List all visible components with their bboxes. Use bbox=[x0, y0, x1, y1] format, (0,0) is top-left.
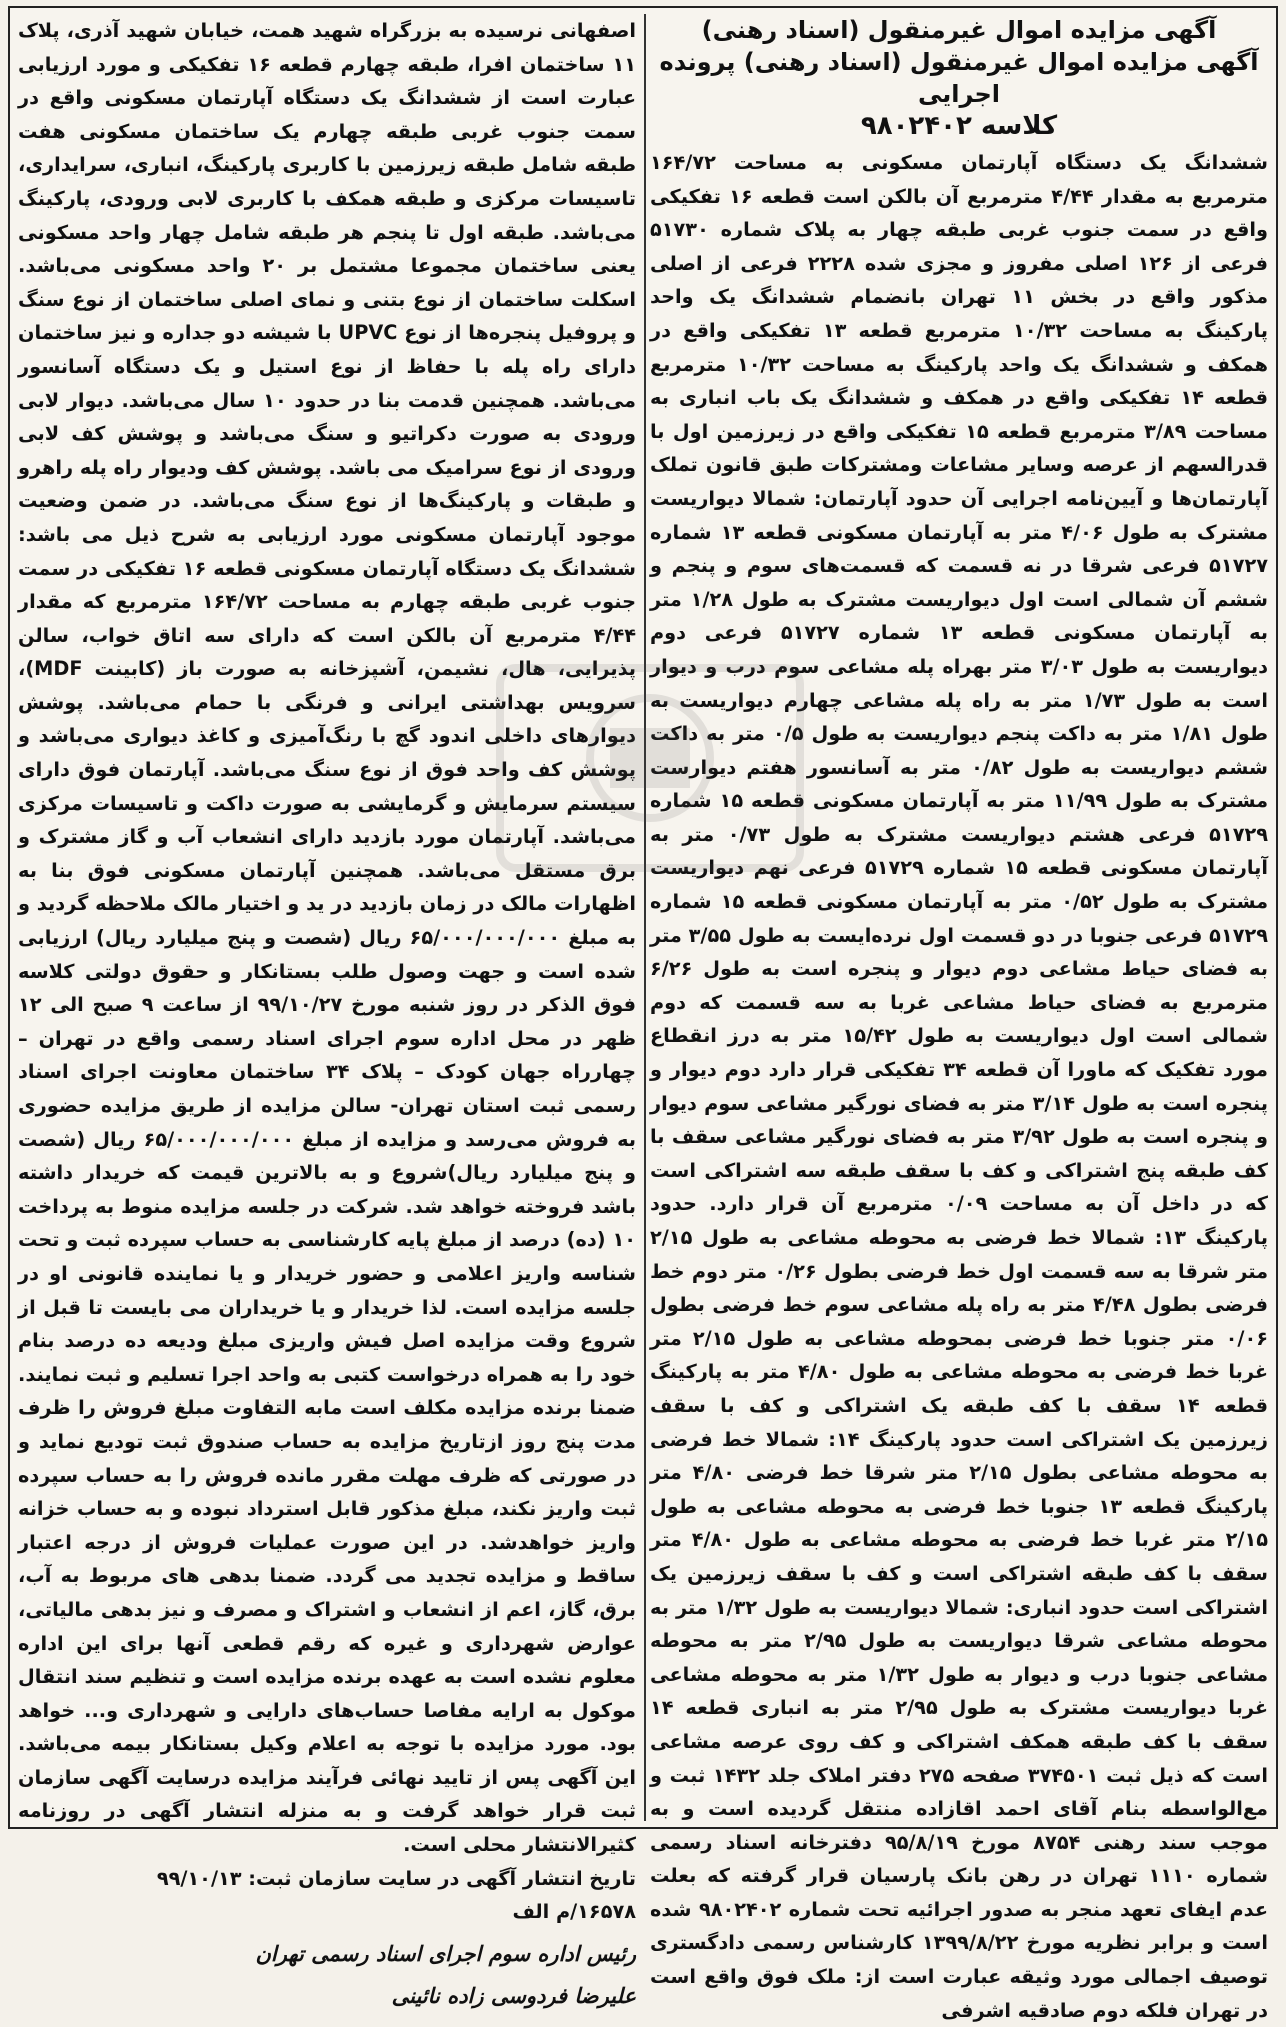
publish-date: تاریخ انتشار آگهی در سایت سازمان ثبت: ۹۹/۱۰/۱۳ bbox=[156, 1866, 636, 1890]
left-column bbox=[18, 14, 637, 2008]
signer-title: رئیس اداره سوم اجرای اسناد رسمی تهران bbox=[255, 1941, 636, 1966]
property-description-text: ششدانگ یک دستگاه آپارتمان مسکونی به مساحت ۱۶۴/۷۲ مترمربع به مقدار ۴/۴۴ مترمربع آن بالکن است قطعه ۱۶ تفکیکی واقع در سمت جنوب غربی طبقه چهار به پلاک شماره ۵۱۷۳۰ فرعی از ۱۲۶ اصلی مفروز و مجزی شده ۲۲۲۸ فرعی از اصلی مذکور واقع در بخش ۱۱ تهران بانضمام ششدانگ یک واحد پارکینگ به مساحت ۱۰/۳۲ مترمربع قطعه ۱۳ تفکیکی واقع در همکف و ششدانگ یک واحد پارکینگ به مساحت ۱۰/۳۲ مترمربع قطعه ۱۴ تفکیکی واقع در همکف و ششدانگ یک باب انباری به مساحت ۳/۸۹ مترمربع قطعه ۱۵ تفکیکی واقع در زیرزمین اول با قدرالسهم از عرصه وسایر مشاعات ومشترکات طبق قانون تملک آپارتمان‌ها و آیین‌نامه اجرایی آن حدود آپارتمان: شمالا دیواریست مشترک به طول ۴/۰۶ متر به آپارتمان مسکونی قطعه ۱۳ شماره ۵۱۷۲۷ فرعی شرقا در نه قسمت که قسمت‌های سوم و پنجم و ششم آن شمالی است اول دیواریست مشترک به طول ۱/۲۸ متر به آپارتمان مسکونی قطعه ۱۳ شماره ۵۱۷۲۷ فرعی دوم دیواریست به طول ۳/۰۳ متر بهراه پله مشاعی سوم درب و دیوار است به طول ۱/۷۳ متر به راه پله مشاعی چهارم دیواریست به طول ۱/۸۱ متر به داکت پنجم دیواریست به طول ۰/۵ متر به داکت ششم دیواریست به طول ۰/۸۲ متر به آسانسور هفتم دیوارست مشترک به طول ۱۱/۹۹ متر به آپارتمان مسکونی قطعه ۱۵ شماره ۵۱۷۲۹ فرعی هشتم دیواریست مشترک به طول ۰/۷۳ متر به آپارتمان مسکونی قطعه ۱۵ شماره ۵۱۷۲۹ فرعی نهم دیواریست مشترک به طول ۰/۵۲ متر به آپارتمان مسکونی قطعه ۱۵ شماره ۵۱۷۲۹ فرعی جنوبا در دو قسمت اول نرده‌ایست به طول ۳/۵۵ متر به فضای حیاط مشاعی دوم دیوار و پنجره است به طول ۶/۲۶ مترمربع به فضای حیاط مشاعی غربا به سه قسمت که دوم شمالی است اول دیواریست به طول ۱۵/۴۲ متر به درز انقطاع مورد تفکیک که ماورا آن قطعه ۳۴ تفکیکی قرار دارد دوم دیوار و پنجره است به طول ۳/۱۴ متر به فضای نورگیر مشاعی سوم دیوار و پنجره است به طول ۳/۹۲ متر به فضای نورگیر مشاعی سقف با کف طبقه پنج اشتراکی و کف با سقف طبقه سه اشتراکی است که در داخل آن به مساحت ۰/۰۹ مترمربع آن قرار دارد. حدود پارکینگ ۱۳: شمالا خط فرضی به محوطه مشاعی به طول ۲/۱۵ متر شرقا به سه قسمت اول خط فرضی بطول ۰/۲۶ متر دوم خط فرضی بطول ۴/۴۸ متر به راه پله مشاعی سوم خط فرضی بطول ۰/۰۶ متر جنوبا خط فرضی بمحوطه مشاعی به طول ۲/۱۵ متر غربا خط فرضی به محوطه مشاعی به طول ۴/۸۰ متر به پارکینگ قطعه ۱۴ سقف با کف طبقه یک اشتراکی و کف با سقف زیرزمین یک اشتراکی است حدود پارکینگ ۱۴: شمالا خط فرضی به محوطه مشاعی بطول ۲/۱۵ متر شرقا خط فرضی ۴/۸۰ متر پارکینگ قطعه ۱۳ جنوبا خط فرضی به محوطه مشاعی به طول ۲/۱۵ متر غربا خط فرضی به محوطه مشاعی به طول ۴/۸۰ متر سقف با کف طبقه اشتراکی است و کف با سقف زیرزمین یک اشتراکی است حدود انباری: شمالا دیواریست به طول ۱/۳۲ متر به محوطه مشاعی شرقا دیواریست به طول ۲/۹۵ متر به محوطه مشاعی جنوبا درب و دیوار به طول ۱/۳۲ متر به محوطه مشاعی غربا دیواریست مشترک به طول ۲/۹۵ متر به انباری قطعه ۱۴ سقف با کف طبقه همکف اشتراکی و کف روی عرصه مشاعی است که ذیل ثبت ۳۷۴۵۰۱ صفحه ۲۷۵ دفتر املاک جلد ۱۴۳۲ ثبت و مع‌الواسطه بنام آقای احمد اقازاده منتقل گردیده است و به موجب سند رهنی ۸۷۵۴ مورخ ۹۵/۸/۱۹ دفترخانه اسناد رسمی شماره ۱۱۱۰ تهران در رهن بانک پارسیان قرار گرفته که بعلت عدم ایفای تعهد منجر به صدور اجرائیه تحت شماره ۹۸۰۲۴۰۲ شده است و برابر نظریه مورخ ۱۳۹۹/۸/۲۲ کارشناس رسمی دادگستری توصیف اجمالی مورد وثیقه عبارت است از: ملک فوق واقع است در تهران فلکه دوم صادقیه اشرفی bbox=[650, 151, 1269, 2022]
column-divider bbox=[644, 14, 646, 1821]
auction-terms-text: اصفهانی نرسیده به بزرگراه شهید همت، خیابان شهید آذری، پلاک ۱۱ ساختمان افرا، طبقه چهارم قطعه ۱۶ تفکیکی و مورد ارزیابی عبارت است از ششدانگ یک دستگاه آپارتمان مسکونی واقع در سمت جنوب غربی طبقه چهارم یک ساختمان مسکونی هفت طبقه شامل طبقه زیرزمین با کاربری پارکینگ، انباری، سرایداری، تاسیسات مرکزی و طبقه همکف با کاربری لابی ورودی، پارکینگ می‌باشد. طبقه اول تا پنجم هر طبقه شامل چهار واحد مسکونی یعنی ساختمان مجموعا مشتمل بر ۲۰ واحد مسکونی می‌باشد. اسکلت ساختمان از نوع بتنی و نمای اصلی ساختمان از نوع سنگ و پروفیل پنجره‌ها از نوع UPVC با شیشه دو جداره و نیز ساختمان دارای راه پله با حفاظ از نوع استیل و یک دستگاه آسانسور می‌باشد. همچنین قدمت بنا در حدود ۱۰ سال می‌باشد. دیوار لابی ورودی به صورت دکراتیو و سنگ می‌باشد و پوشش کف لابی ورودی از نوع سرامیک می باشد. پوشش کف ودیوار راه پله راهرو و طبقات و پارکینگ‌ها از نوع سنگ می‌باشد. در ضمن وضعیت موجود آپارتمان مسکونی مورد ارزیابی به شرح ذیل می باشد: ششدانگ یک دستگاه آپارتمان مسکونی قطعه ۱۶ تفکیکی در سمت جنوب غربی طبقه چهارم به مساحت ۱۶۴/۷۲ مترمربع که مقدار ۴/۴۴ مترمربع آن بالکن است که دارای سه اتاق خواب، سالن پذیرایی، هال، نشیمن، آشپزخانه به صورت باز (کابینت MDF)، سرویس بهداشتی ایرانی و فرنگی با حمام می‌باشد. پوشش دیوارهای داخلی اندود گچ با رنگ‌آمیزی و کاغذ دیواری می‌باشد و پوشش کف واحد فوق از نوع سنگ می‌باشد. آپارتمان فوق دارای سیستم سرمایش و گرمایشی به صورت داکت و تاسیسات مرکزی می‌باشد. آپارتمان مورد بازدید دارای انشعاب آب و گاز مشترک و برق مستقل می‌باشد. همچنین آپارتمان مسکونی فوق بنا به اظهارات مالک در زمان بازدید در ید و اختیار مالک ملاحظه گردید و به مبلغ ۶۵/۰۰۰/۰۰۰/۰۰۰ ریال (شصت و پنج میلیارد ریال) ارزیابی شده است و جهت وصول طلب بستانکار و حقوق دولتی کلاسه فوق الذکر در روز شنبه مورخ ۹۹/۱۰/۲۷ از ساعت ۹ صبح الی ۱۲ ظهر در محل اداره سوم اجرای اسناد رسمی واقع در تهران – چهارراه جهان کودک – پلاک ۳۴ ساختمان معاونت اجرای اسناد رسمی ثبت استان تهران- سالن مزایده از طریق مزایده حضوری به فروش می‌رسد و مزایده از مبلغ ۶۵/۰۰۰/۰۰۰/۰۰۰ ریال (شصت و پنج میلیارد ریال)شروع و به بالاترین قیمت که خریدار داشته باشد فروخته خواهد شد. شرکت در جلسه مزایده منوط به پرداخت ۱۰ (ده) درصد از مبلغ پایه کارشناسی به حساب سپرده ثبت و تحت شناسه واریز اعلامی و حضور خریدار و یا نماینده قانونی او در جلسه مزایده است. لذا خریدار و یا خریداران می بایست تا قبل از شروع وقت مزایده اصل فیش واریزی مبلغ ودیعه ده درصد بنام خود را به همراه درخواست کتبی به واحد اجرا تسلیم و ثبت نمایند. ضمنا برنده مزایده مکلف است مابه التفاوت مبلغ فروش را ظرف مدت پنج روز ازتاریخ مزایده به حساب صندوق ثبت توديع نمايد و در صورتی که ظرف مهلت مقرر مانده فروش را به حساب سپرده ثبت واریز نکند، مبلغ مذکور قابل استرداد نبوده و به حساب خزانه واریز خواهدشد. در این صورت عملیات فروش از درجه اعتبار ساقط و مزایده تجدید می گردد. ضمنا بدهی های مربوط به آب، برق، گاز، اعم از انشعاب و اشتراک و مصرف و نیز بدهی مالیاتی، عوارض شهرداری و غیره که رقم قطعی آنها برای این اداره معلوم نشده است به عهده برنده مزایده است و تنظیم سند انتقال موکول به ارایه مفاصا حساب‌های دارایی و شهرداری و... خواهد بود. مورد مزایده با توجه به اعلام وکیل بستانکار بیمه می‌باشد. این آگهی پس از تایید نهائی فرآیند مزایده درسایت آگهی سازمان ثبت قرار خواهد گرفت و به منزله انتشار آگهی در روزنامه کثیرالانتشار محلی است. bbox=[18, 19, 637, 1857]
reference-number: ۱۶۵۷۸/م الف bbox=[512, 1900, 636, 1924]
newspaper-notice bbox=[8, 6, 1278, 2022]
right-column bbox=[650, 14, 1269, 2022]
notice-subtitle: آگهی مزایده اموال غیرمنقول (اسناد رهنی) پرونده اجرایی bbox=[659, 48, 1259, 108]
signer-name: علیرضا فردوسی زاده نائینی bbox=[391, 1983, 636, 2008]
case-number: کلاسه ۹۸۰۲۴۰۲ bbox=[860, 111, 1058, 141]
notice-title: آگهی مزایده اموال غیرمنقول (اسناد رهنی) bbox=[701, 16, 1217, 44]
